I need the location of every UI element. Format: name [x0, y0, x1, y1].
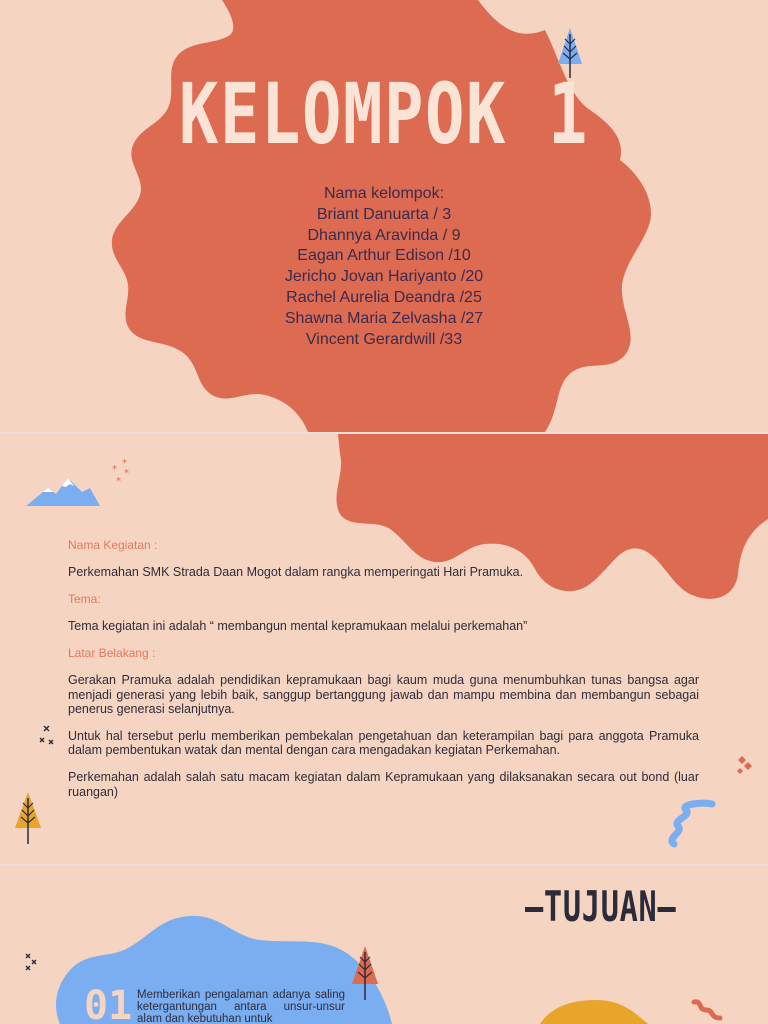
- paragraph-latar-3: Perkemahan adalah salah satu macam kegiatan dalam Kepramukaan yang dilaksanakan secara out bond (luar ruangan): [68, 769, 699, 799]
- text-tema: Tema kegiatan ini adalah “ membangun mental kepramukaan melalui perkemahan”: [68, 619, 528, 633]
- members-heading: Nama kelompok:: [323, 185, 445, 202]
- tree-icon: [14, 790, 44, 846]
- page-title: KELOMPOK 1: [178, 65, 590, 163]
- yellow-blob-shape: [520, 994, 680, 1024]
- section-title: —TUJUAN—: [525, 882, 677, 931]
- member-item: Rachel Aurelia Deandra /25: [286, 288, 482, 306]
- member-item: Shawna Maria Zelvasha /27: [284, 309, 484, 327]
- paragraph-latar-1: Gerakan Pramuka adalah pendidikan kepramukaan bagi kaum muda guna menumbuhkan tunas bangsa agar menjadi generasi yang lebih baik, sanggup bertanggung jawab dan mampu membina dan membangun sebagai penerus generasi selanjutnya.: [68, 673, 699, 717]
- slide-background: [0, 434, 768, 864]
- mountain-icon: [26, 474, 100, 508]
- member-item: Eagan Arthur Edison /10: [297, 247, 471, 265]
- label-kegiatan: Nama Kegiatan :: [68, 538, 158, 552]
- cross-marks-icon: [38, 724, 58, 748]
- content-block: [68, 538, 699, 799]
- member-item: Dhannya Aravinda / 9: [307, 226, 461, 244]
- svg-text:*: *: [112, 464, 117, 475]
- svg-text:*: *: [124, 468, 129, 479]
- svg-text:*: *: [122, 458, 127, 469]
- paragraph-latar-2: Untuk hal tersebut perlu memberikan pembekalan pengetahuan dan keterampilan bagi para anggota Pramuka dalam pembentukan watak dan mental dengan cara mengadakan kegiatan Perkemahan.: [68, 728, 699, 758]
- tree-icon: [350, 944, 380, 1002]
- label-latar-belakang: Latar Belakang :: [68, 646, 156, 660]
- member-item: Vincent Gerardwill /33: [305, 330, 463, 348]
- sparkle-icon: [110, 458, 136, 488]
- svg-text:*: *: [116, 476, 121, 487]
- cross-marks-icon: [24, 952, 44, 974]
- member-list: [200, 184, 568, 350]
- member-item: Briant Danuarta / 3: [316, 205, 452, 223]
- diamond-icon: [734, 756, 756, 778]
- squiggle-icon: [690, 998, 730, 1024]
- text-kegiatan: Perkemahan SMK Strada Daan Mogot dalam rangka memperingati Hari Pramuka.: [68, 565, 524, 579]
- label-tema: Tema:: [68, 592, 101, 606]
- goal-text: Memberikan pengalaman adanya saling ketergantungan antara unsur-unsur alam dan kebutuhan untuk: [137, 989, 345, 1024]
- goal-number: 01: [84, 983, 133, 1024]
- member-item: Jericho Jovan Hariyanto /20: [284, 268, 484, 286]
- squiggle-icon: [664, 798, 720, 850]
- slide-cover: [0, 0, 768, 432]
- slide-tujuan: [0, 866, 768, 1024]
